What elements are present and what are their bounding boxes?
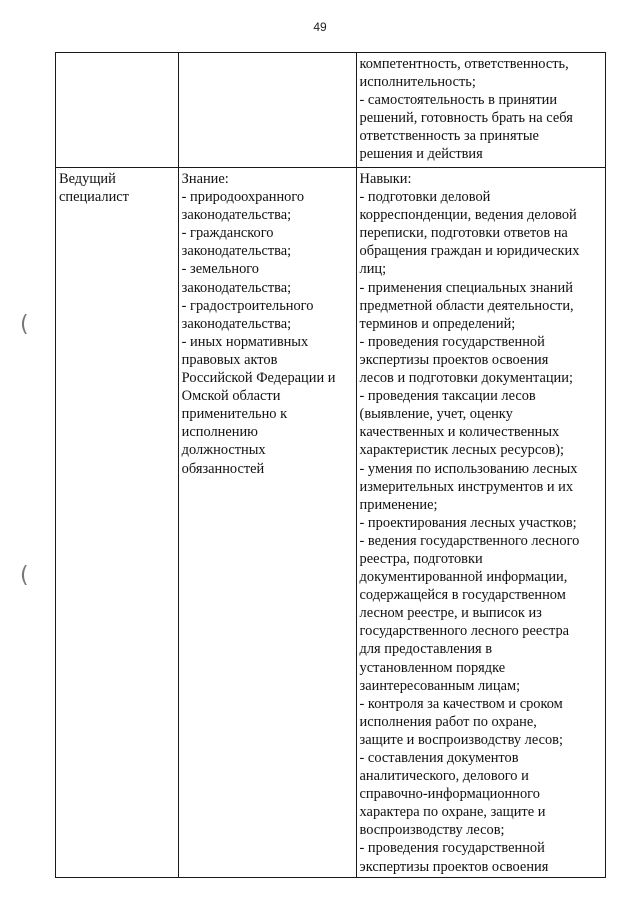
text-line: предметной области деятельности,: [359, 297, 574, 314]
text-line: терминов и определений;: [359, 315, 516, 332]
knowledge-cell: [178, 168, 356, 878]
text-line: правовых актов: [181, 351, 278, 368]
text-line: государственного лесного реестра: [359, 623, 570, 640]
text-line: реестра, подготовки: [359, 550, 483, 567]
job-requirements-table: [55, 52, 606, 878]
text-line: Российской Федерации и: [181, 370, 336, 387]
table-row: [56, 53, 606, 168]
text-line: качественных и количественных: [359, 424, 560, 441]
text-line: заинтересованным лицам;: [359, 677, 521, 694]
text-line: законодательства;: [181, 279, 292, 296]
text-line: переписки, подготовки ответов на: [359, 225, 568, 242]
text-line: характера по охране, защите и: [359, 804, 546, 821]
text-line: экспертизы проектов освоения: [359, 351, 549, 368]
text-line: решений, готовность брать на себя: [359, 110, 573, 127]
text-line: - иных нормативных: [181, 333, 309, 350]
text-line: применение;: [359, 496, 438, 513]
text-line: обязанностей: [181, 460, 265, 477]
text-line: законодательства;: [181, 207, 292, 224]
text-line: - самостоятельность в принятии: [359, 92, 558, 109]
text-line: Знание:: [181, 171, 229, 187]
scan-hole-mark-upper: (: [20, 312, 29, 337]
position-cell: [56, 168, 179, 878]
text-line: обращения граждан и юридических: [359, 243, 580, 260]
text-line: исполнению: [181, 424, 258, 441]
text-line: исполнения работ по охране,: [359, 713, 537, 730]
text-line: воспроизводству лесов;: [359, 822, 505, 839]
text-line: законодательства;: [181, 315, 292, 332]
text-line: - проведения государственной: [359, 840, 545, 857]
text-line: - проведения государственной: [359, 333, 545, 350]
text-line: документированной информации,: [359, 569, 568, 586]
page-number: 49: [313, 20, 327, 34]
text-line: специалист: [59, 189, 129, 206]
text-line: справочно-информационного: [359, 786, 540, 803]
text-line: Омской области: [181, 388, 281, 405]
text-line: - составления документов: [359, 750, 519, 766]
text-line: - подготовки деловой: [359, 189, 491, 206]
text-line: лиц;: [359, 261, 387, 278]
text-line: - проведения таксации лесов: [359, 388, 536, 405]
text-line: лесов и подготовки документации;: [359, 370, 573, 387]
text-line: Навыки:: [359, 171, 412, 187]
text-line: корреспонденции, ведения деловой: [359, 207, 577, 224]
text-line: компетентность, ответственность,: [359, 56, 569, 72]
text-line: решения и действия: [359, 146, 483, 163]
text-line: - проектирования лесных участков;: [359, 514, 577, 531]
text-line: лесном реестре, и выписок из: [359, 605, 542, 622]
text-line: - умения по использованию лесных: [359, 460, 578, 477]
text-line: - гражданского: [181, 225, 274, 242]
position-cell-empty: [56, 53, 179, 168]
text-line: исполнительность;: [359, 74, 476, 91]
text-line: экспертизы проектов освоения: [359, 858, 549, 875]
text-line: - градостроительного: [181, 297, 314, 314]
text-line: должностных: [181, 442, 266, 459]
text-line: - природоохранного: [181, 189, 305, 206]
text-line: - контроля за качеством и сроком: [359, 695, 563, 712]
text-line: законодательства;: [181, 243, 292, 260]
text-line: - применения специальных знаний: [359, 279, 573, 296]
text-line: защите и воспроизводству лесов;: [359, 731, 563, 748]
text-line: - земельного: [181, 261, 260, 278]
text-line: измерительных инструментов и их: [359, 478, 574, 495]
scan-hole-mark-lower: (: [20, 563, 29, 588]
text-line: установленном порядке: [359, 659, 506, 676]
text-line: содержащейся в государственном: [359, 587, 566, 604]
text-line: для предоставления в: [359, 641, 493, 658]
knowledge-cell-empty: [178, 53, 356, 168]
text-line: ответственность за принятые: [359, 128, 539, 145]
text-line: аналитического, делового и: [359, 768, 529, 785]
text-line: Ведущий: [59, 171, 116, 187]
text-line: (выявление, учет, оценку: [359, 406, 513, 423]
table-row: [56, 168, 606, 878]
text-line: - ведения государственного лесного: [359, 532, 580, 549]
skills-cell-continued: [356, 53, 605, 168]
text-line: характеристик лесных ресурсов);: [359, 442, 565, 459]
text-line: применительно к: [181, 406, 288, 423]
skills-cell: [356, 168, 605, 878]
